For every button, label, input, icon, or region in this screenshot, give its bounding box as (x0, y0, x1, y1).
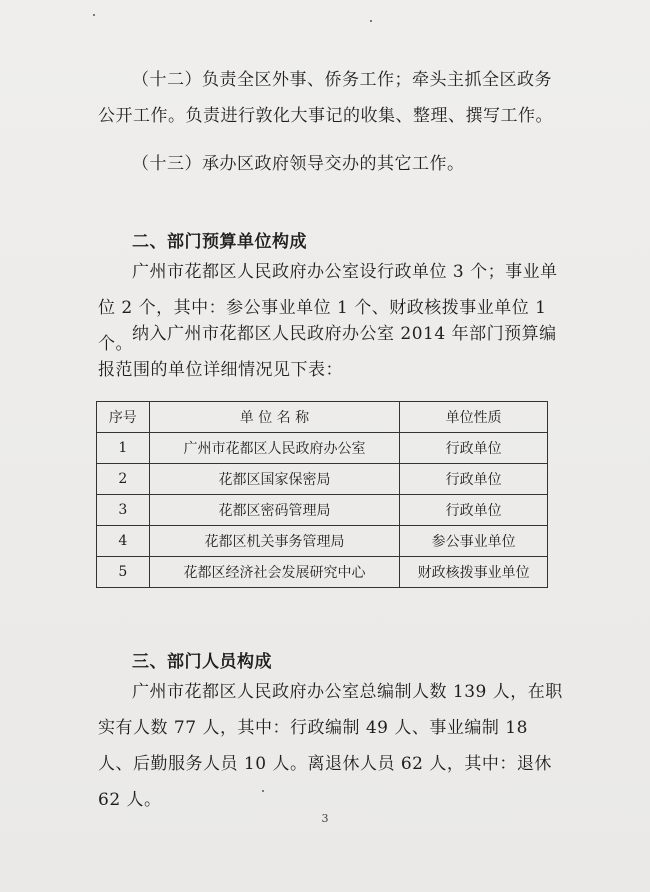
cell-no: 1 (97, 433, 150, 464)
cell-unit-type: 参公事业单位 (400, 526, 548, 557)
paragraph-budget-scope: 纳入广州市花都区人民政府办公室 2014 年部门预算编报范围的单位详细情况见下表： (98, 324, 557, 380)
cell-unit-type: 行政单位 (400, 464, 548, 495)
table-row (97, 433, 548, 464)
column-header-no: 序号 (97, 402, 150, 433)
column-header-type: 单位性质 (400, 402, 548, 433)
page-number: 3 (321, 812, 329, 825)
column-header-name: 单 位 名 称 (149, 402, 400, 433)
paragraph-staff: 广州市花都区人民政府办公室总编制人数 139 人，在职实有人数 77 人，其中：行政编制 49 人、事业编制 18 人、后勤服务人员 10 人。离退休人员 62 人，其中：退休 62 人。 (98, 682, 563, 810)
table-header-row (97, 402, 548, 433)
table-row (97, 495, 548, 526)
paragraph-budget-units: 广州市花都区人民政府办公室设行政单位 3 个；事业单位 2 个，其中：参公事业单位 1 个、财政核拨事业单位 1 个。 (98, 262, 558, 354)
cell-unit-name: 花都区国家保密局 (149, 464, 400, 495)
budget-units-table (96, 401, 548, 588)
cell-no: 3 (97, 495, 150, 526)
cell-no: 2 (97, 464, 150, 495)
cell-unit-name: 广州市花都区人民政府办公室 (149, 433, 400, 464)
table-row (97, 464, 548, 495)
scan-speck (370, 20, 372, 22)
paragraph-item-12: （十二）负责全区外事、侨务工作；牵头主抓全区政务公开工作。负责进行敦化大事记的收集、整理、撰写工作。 (98, 70, 553, 126)
cell-unit-type: 行政单位 (400, 433, 548, 464)
cell-no: 4 (97, 526, 150, 557)
cell-unit-type: 财政核拨事业单位 (400, 557, 548, 588)
section-heading-budget-units: 二、部门预算单位构成 (132, 232, 307, 252)
table-row (97, 557, 548, 588)
cell-unit-type: 行政单位 (400, 495, 548, 526)
paragraph-item-13: （十三）承办区政府领导交办的其它工作。 (132, 154, 465, 174)
cell-unit-name: 花都区密码管理局 (149, 495, 400, 526)
cell-no: 5 (97, 557, 150, 588)
cell-unit-name: 花都区机关事务管理局 (149, 526, 400, 557)
section-heading-staff: 三、部门人员构成 (132, 652, 272, 672)
cell-unit-name: 花都区经济社会发展研究中心 (149, 557, 400, 588)
scan-speck (93, 14, 95, 16)
table-row (97, 526, 548, 557)
